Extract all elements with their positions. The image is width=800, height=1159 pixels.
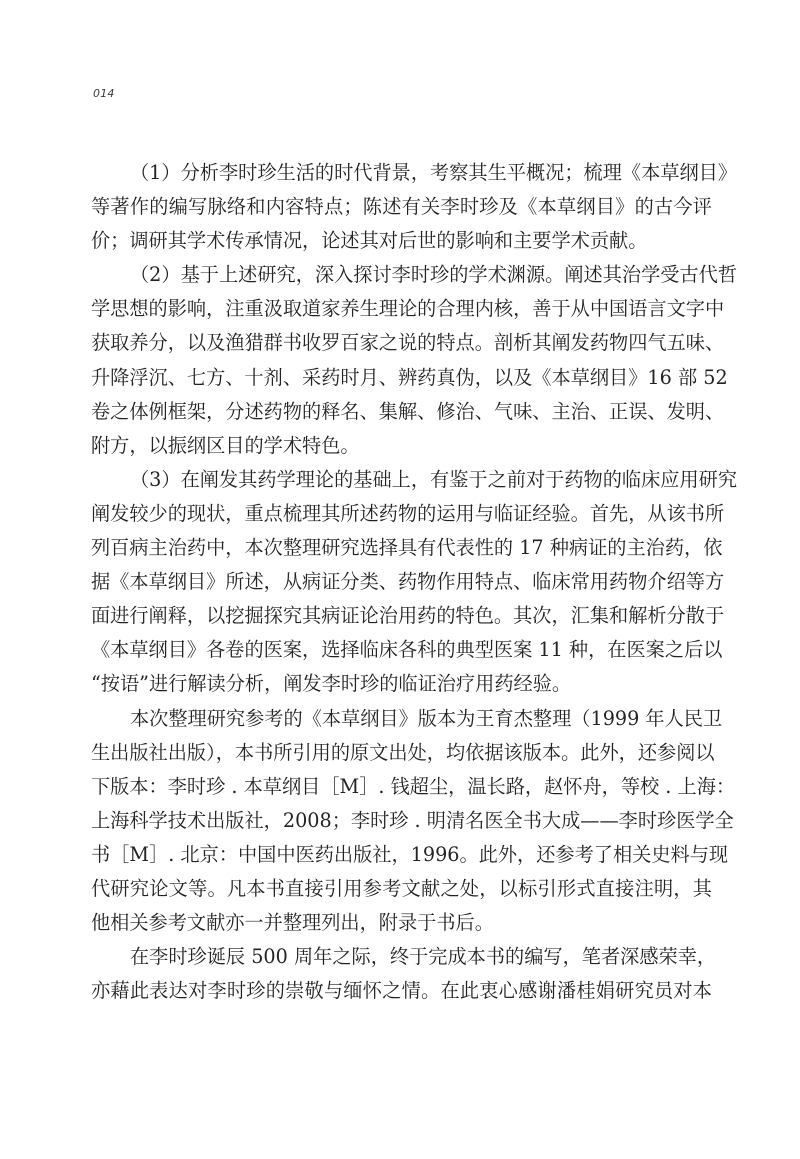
text-line: 阐发较少的现状，重点梳理其所述药物的运用与临证经验。首先，从该书所 bbox=[91, 501, 725, 525]
text-line: 书［M］. 北京：中国中医药出版社，1996。此外，还参考了相关史料与现 bbox=[91, 842, 729, 866]
paragraph-4 bbox=[91, 702, 736, 941]
text-line: 《本草纲目》各卷的医案，选择临床各科的典型医案 11 种，在医案之后以 bbox=[91, 638, 723, 662]
text-line: 卷之体例框架，分述药物的释名、集解、修治、气味、主治、正误、发明、 bbox=[91, 399, 725, 423]
paragraph-1 bbox=[91, 156, 738, 258]
text-line: （3）在阐发其药学理论的基础上，有鉴于之前对于药物的临床应用研究 bbox=[130, 467, 738, 491]
page-number: 014 bbox=[93, 87, 115, 100]
text-line: 价；调研其学术传承情况，论述其对后世的影响和主要学术贡献。 bbox=[91, 229, 648, 253]
body-text bbox=[91, 156, 738, 1008]
text-line: 附方，以振纲区目的学术特色。 bbox=[91, 433, 360, 457]
text-line: 上海科学技术出版社，2008；李时珍 . 明清名医全书大成——李时珍医学全 bbox=[91, 808, 734, 832]
text-line: 代研究论文等。凡本书直接引用参考文献之处，以标引形式直接注明，其 bbox=[91, 876, 712, 900]
text-line: 本次整理研究参考的《本草纲目》版本为王育杰整理（1999 年人民卫 bbox=[130, 706, 723, 730]
text-line: 学思想的影响，注重汲取道家养生理论的合理内核，善于从中国语言文字中 bbox=[91, 297, 725, 321]
text-line: 列百病主治药中，本次整理研究选择具有代表性的 17 种病证的主治药，依 bbox=[91, 536, 723, 560]
text-line: 升降浮沉、七方、十剂、采药时月、辨药真伪，以及《本草纲目》16 部 52 bbox=[91, 365, 728, 389]
text-line: 等著作的编写脉络和内容特点；陈述有关李时珍及《本草纲目》的古今评 bbox=[91, 195, 712, 219]
text-line: 据《本草纲目》所述，从病证分类、药物作用特点、临床常用药物介绍等方 bbox=[91, 570, 725, 594]
text-line: 亦藉此表达对李时珍的崇敬与缅怀之情。在此衷心感谢潘桂娟研究员对本 bbox=[91, 979, 712, 1003]
text-line: 获取养分，以及渔猎群书收罗百家之说的特点。剖析其阐发药物四气五味、 bbox=[91, 331, 725, 355]
text-line: 生出版社出版），本书所引用的原文出处，均依据该版本。此外，还参阅以 bbox=[91, 740, 715, 764]
paragraph-2 bbox=[91, 258, 738, 463]
text-line: “按语”进行解读分析，阐发李时珍的临证治疗用药经验。 bbox=[91, 672, 572, 696]
text-line: 在李时珍诞辰 500 周年之际，终于完成本书的编写，笔者深感荣幸， bbox=[130, 945, 717, 969]
paragraph-5 bbox=[91, 940, 717, 1008]
text-line: （1）分析李时珍生活的时代背景，考察其生平概况；梳理《本草纲目》 bbox=[130, 161, 738, 184]
paragraph-3 bbox=[91, 463, 738, 702]
text-line: 他相关参考文献亦一并整理列出，附录于书后。 bbox=[91, 911, 494, 935]
text-line: 面进行阐释，以挖掘探究其病证论治用药的特色。其次，汇集和解析分散于 bbox=[91, 604, 725, 628]
text-line: 下版本：李时珍 . 本草纲目［M］. 钱超尘，温长路，赵怀舟，等校 . 上海： bbox=[91, 774, 736, 798]
text-line: （2）基于上述研究，深入探讨李时珍的学术渊源。阐述其治学受古代哲 bbox=[130, 263, 738, 287]
